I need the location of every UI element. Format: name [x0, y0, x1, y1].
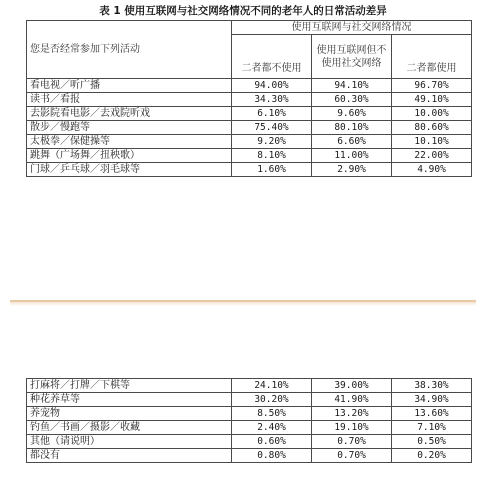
activity-cell: 跳舞（广场舞／扭秧歌）	[27, 149, 232, 163]
table-row	[27, 379, 472, 393]
percentage-cell: 8.10%	[232, 149, 312, 163]
table-row	[27, 107, 472, 121]
percentage-cell: 24.10%	[232, 379, 312, 393]
table-row	[27, 135, 472, 149]
table-row	[27, 435, 472, 449]
percentage-cell: 19.10%	[312, 421, 392, 435]
table-row	[27, 421, 472, 435]
percentage-cell: 10.00%	[392, 107, 472, 121]
table-row	[27, 93, 472, 107]
activity-cell: 种花养草等	[27, 393, 232, 407]
percentage-cell: 8.50%	[232, 407, 312, 421]
percentage-cell: 60.30%	[312, 93, 392, 107]
percentage-cell: 34.90%	[392, 393, 472, 407]
activity-cell: 门球／乒乓球／羽毛球等	[27, 163, 232, 177]
percentage-cell: 11.00%	[312, 149, 392, 163]
percentage-cell: 0.80%	[232, 449, 312, 463]
column-header-both: 二者都使用	[392, 35, 472, 79]
percentage-cell: 7.10%	[392, 421, 472, 435]
percentage-cell: 96.70%	[392, 79, 472, 93]
percentage-cell: 0.50%	[392, 435, 472, 449]
percentage-cell: 49.10%	[392, 93, 472, 107]
table-row	[27, 163, 472, 177]
percentage-cell: 38.30%	[392, 379, 472, 393]
percentage-cell: 0.20%	[392, 449, 472, 463]
activity-table-bottom	[26, 378, 472, 463]
percentage-cell: 75.40%	[232, 121, 312, 135]
table-row	[27, 449, 472, 463]
percentage-cell: 2.90%	[312, 163, 392, 177]
table-caption: 表 1 使用互联网与社交网络情况不同的老年人的日常活动差异	[99, 5, 387, 17]
table-row	[27, 149, 472, 163]
column-header-neither: 二者都不使用	[232, 35, 312, 79]
activity-cell: 读书／看报	[27, 93, 232, 107]
percentage-cell: 94.00%	[232, 79, 312, 93]
activity-cell: 散步／慢跑等	[27, 121, 232, 135]
percentage-cell: 94.10%	[312, 79, 392, 93]
percentage-cell: 41.90%	[312, 393, 392, 407]
percentage-cell: 6.10%	[232, 107, 312, 121]
percentage-cell: 9.60%	[312, 107, 392, 121]
percentage-cell: 2.40%	[232, 421, 312, 435]
percentage-cell: 9.20%	[232, 135, 312, 149]
percentage-cell: 80.60%	[392, 121, 472, 135]
group-header-cell: 使用互联网与社交网络情况	[232, 21, 472, 35]
row-header-cell: 您是否经常参加下列活动	[27, 21, 232, 79]
percentage-cell: 30.20%	[232, 393, 312, 407]
percentage-cell: 0.70%	[312, 449, 392, 463]
activity-cell: 养宠物	[27, 407, 232, 421]
percentage-cell: 1.60%	[232, 163, 312, 177]
table-row	[27, 79, 472, 93]
activity-table-top	[26, 20, 472, 177]
table-row	[27, 121, 472, 135]
percentage-cell: 13.20%	[312, 407, 392, 421]
table-row	[27, 407, 472, 421]
activity-cell: 其他（请说明）	[27, 435, 232, 449]
activity-cell: 去影院看电影／去戏院听戏	[27, 107, 232, 121]
activity-cell: 太极拳／保健操等	[27, 135, 232, 149]
activity-cell: 都没有	[27, 449, 232, 463]
percentage-cell: 6.60%	[312, 135, 392, 149]
column-header-internet-only: 使用互联网但不使用社交网络	[312, 35, 392, 79]
percentage-cell: 80.10%	[312, 121, 392, 135]
activity-cell: 看电视／听广播	[27, 79, 232, 93]
activity-cell: 打麻将／打牌／下棋等	[27, 379, 232, 393]
percentage-cell: 0.60%	[232, 435, 312, 449]
percentage-cell: 4.90%	[392, 163, 472, 177]
percentage-cell: 34.30%	[232, 93, 312, 107]
percentage-cell: 13.60%	[392, 407, 472, 421]
percentage-cell: 0.70%	[312, 435, 392, 449]
percentage-cell: 39.00%	[312, 379, 392, 393]
activity-cell: 钓鱼／书画／摄影／收藏	[27, 421, 232, 435]
page-divider-shadow	[10, 302, 476, 306]
percentage-cell: 10.10%	[392, 135, 472, 149]
table-row	[27, 393, 472, 407]
percentage-cell: 22.00%	[392, 149, 472, 163]
